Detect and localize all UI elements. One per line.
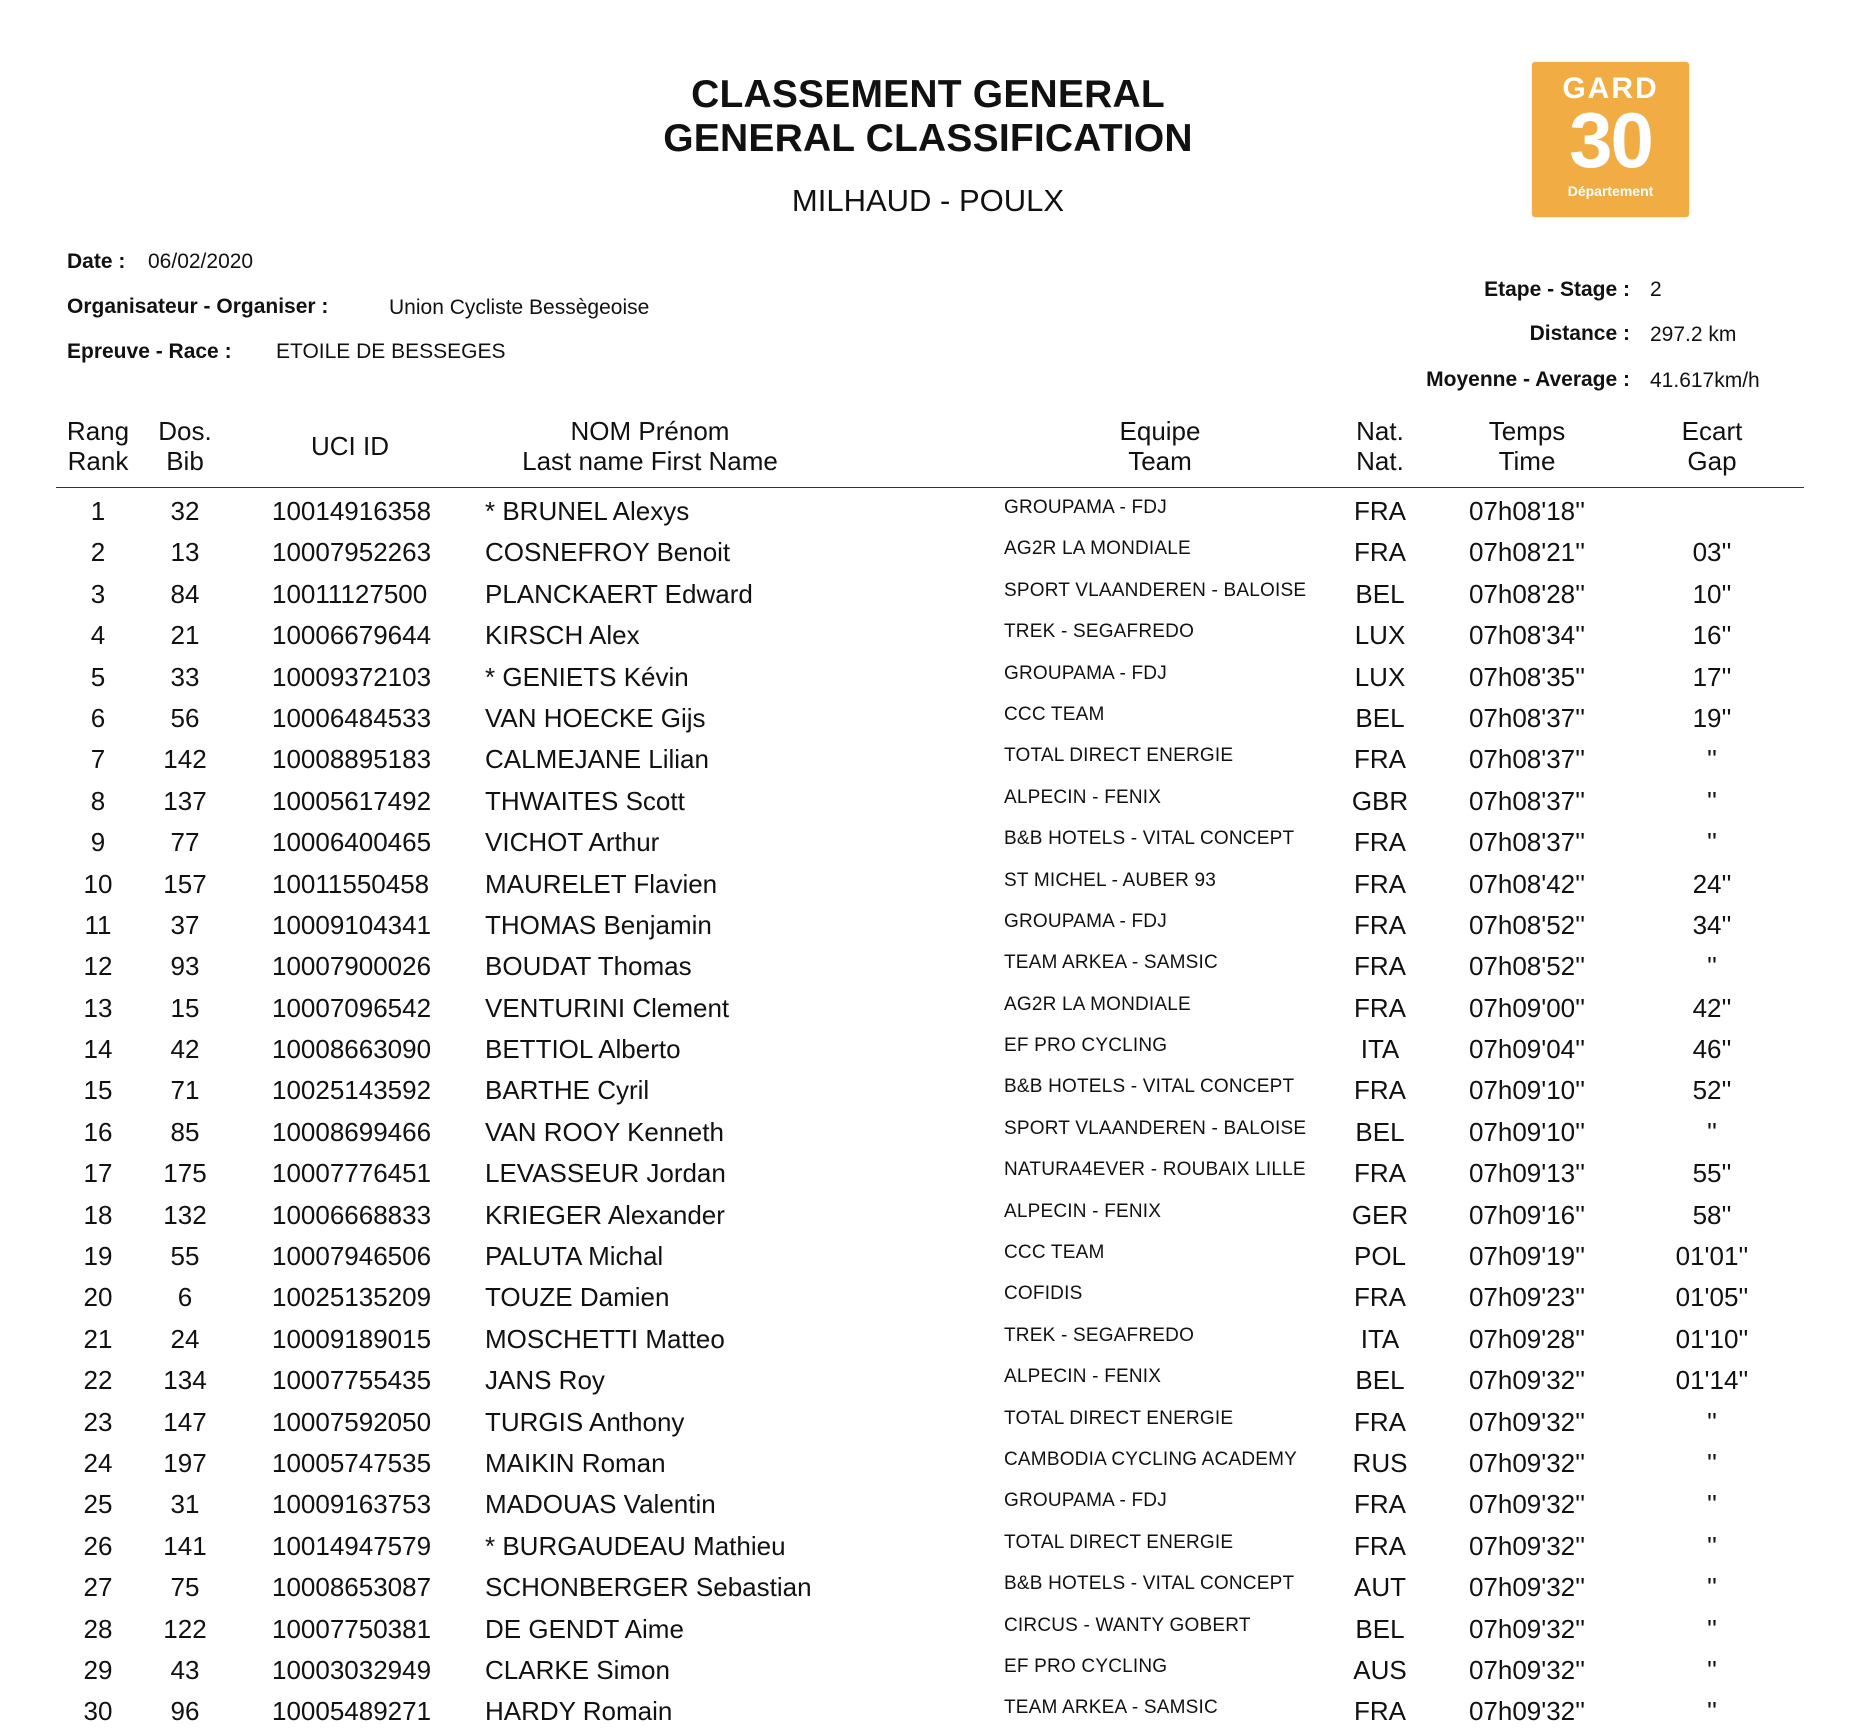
nationality-cell: LUX: [1354, 620, 1406, 651]
nationality-cell: AUS: [1353, 1654, 1407, 1685]
rank-cell: 14: [83, 1034, 113, 1065]
time-cell: 07h08'35'': [1468, 661, 1586, 692]
nationality-cell: FRA: [1354, 992, 1406, 1023]
time-cell: 07h08'37'': [1468, 827, 1586, 858]
team-cell: B&B HOTELS - VITAL CONCEPT: [1004, 1573, 1295, 1595]
rank-cell: 19: [83, 1241, 113, 1272]
rank-cell: 4: [90, 620, 106, 651]
table-row: [0, 491, 1856, 532]
rider-name-cell: THOMAS Benjamin: [485, 909, 712, 940]
time-cell: 07h09'28'': [1468, 1323, 1586, 1354]
gap-cell: 34'': [1692, 909, 1732, 940]
rank-cell: 21: [83, 1323, 113, 1354]
bib-cell: 32: [170, 496, 200, 526]
gap-cell: 01'05'': [1675, 1282, 1749, 1313]
rider-name-cell: CALMEJANE Lilian: [485, 744, 709, 775]
gap-cell: 16'': [1692, 620, 1732, 651]
team-cell: B&B HOTELS - VITAL CONCEPT: [1004, 828, 1295, 850]
gap-cell: '': [1707, 1613, 1717, 1644]
bib-cell: 157: [163, 868, 207, 899]
bib-cell: 175: [163, 1158, 207, 1189]
team-cell: GROUPAMA - FDJ: [1004, 1490, 1167, 1512]
rider-name-cell: * BRUNEL Alexys: [485, 496, 690, 526]
bib-cell: 77: [170, 827, 200, 858]
gap-cell: '': [1707, 1406, 1717, 1437]
time-cell: 07h08'28'': [1468, 578, 1586, 609]
nationality-cell: FRA: [1354, 744, 1406, 775]
nationality-cell: BEL: [1355, 702, 1405, 733]
gap-cell: '': [1707, 827, 1717, 858]
table-row: [0, 1319, 1856, 1360]
rider-name-cell: SCHONBERGER Sebastian: [485, 1572, 812, 1603]
gap-cell: 42'': [1692, 992, 1732, 1023]
header-divider: [56, 487, 1804, 488]
rank-cell: 1: [90, 496, 106, 526]
uci-id-cell: 10008653087: [272, 1572, 432, 1603]
nationality-cell: LUX: [1354, 661, 1406, 692]
nationality-cell: FRA: [1354, 1282, 1406, 1313]
rank-cell: 13: [83, 992, 113, 1023]
gap-cell: 58'': [1692, 1199, 1732, 1230]
team-cell: AG2R LA MONDIALE: [1004, 993, 1191, 1015]
time-cell: 07h09'32'': [1468, 1654, 1586, 1685]
date-label: Date :: [67, 250, 126, 273]
logo-line-3: Département: [1567, 183, 1654, 199]
uci-id-cell: 10005747535: [272, 1447, 432, 1478]
rank-cell: 29: [83, 1654, 113, 1685]
stage-label: Etape - Stage :: [1484, 278, 1630, 301]
nationality-cell: FRA: [1354, 537, 1406, 568]
organiser-label: Organisateur - Organiser :: [67, 295, 329, 318]
time-cell: 07h08'34'': [1468, 620, 1586, 651]
rider-name-cell: KIRSCH Alex: [485, 620, 640, 651]
nationality-cell: FRA: [1354, 909, 1406, 940]
nationality-cell: GER: [1351, 1199, 1409, 1230]
title-english: GENERAL CLASSIFICATION: [663, 117, 1193, 160]
bib-cell: 141: [163, 1530, 207, 1561]
bib-cell: 31: [170, 1489, 200, 1520]
gap-cell: '': [1707, 1530, 1717, 1561]
time-cell: 07h09'23'': [1468, 1282, 1586, 1313]
rider-name-cell: LEVASSEUR Jordan: [485, 1158, 726, 1189]
bib-cell: 71: [170, 1075, 200, 1106]
team-cell: CCC TEAM: [1004, 1242, 1105, 1264]
uci-id-cell: 10007592050: [272, 1406, 432, 1437]
classification-table: [0, 491, 1856, 1733]
team-cell: TREK - SEGAFREDO: [1004, 1324, 1195, 1346]
time-cell: 07h08'37'': [1468, 702, 1586, 733]
nationality-cell: GBR: [1351, 785, 1409, 816]
nationality-cell: FRA: [1354, 1489, 1406, 1520]
rank-cell: 18: [83, 1199, 113, 1230]
bib-cell: 55: [170, 1241, 200, 1272]
rider-name-cell: PLANCKAERT Edward: [485, 578, 753, 609]
gap-cell: 03'': [1692, 537, 1732, 568]
team-cell: TEAM ARKEA - SAMSIC: [1004, 1697, 1218, 1719]
bib-cell: 21: [170, 620, 200, 651]
rank-cell: 8: [90, 785, 106, 816]
bib-cell: 84: [170, 578, 200, 609]
rank-cell: 22: [83, 1365, 113, 1396]
team-cell: ALPECIN - FENIX: [1004, 1200, 1162, 1222]
table-row: [0, 1402, 1856, 1443]
rider-name-cell: DE GENDT Aime: [485, 1613, 684, 1644]
nationality-cell: ITA: [1360, 1034, 1400, 1065]
uci-id-cell: 10008895183: [272, 744, 432, 775]
rider-name-cell: BOUDAT Thomas: [485, 951, 692, 982]
team-cell: TREK - SEGAFREDO: [1004, 621, 1195, 643]
organiser-value: Union Cycliste Bessègeoise: [389, 296, 650, 319]
time-cell: 07h09'32'': [1468, 1696, 1586, 1727]
team-cell: COFIDIS: [1004, 1283, 1083, 1305]
bib-cell: 96: [170, 1696, 200, 1727]
bib-cell: 42: [170, 1034, 200, 1065]
table-row: [0, 1112, 1856, 1153]
time-cell: 07h08'42'': [1468, 868, 1586, 899]
table-row: [0, 532, 1856, 573]
nationality-cell: POL: [1353, 1241, 1407, 1272]
rank-cell: 2: [90, 537, 106, 568]
rider-name-cell: TURGIS Anthony: [485, 1406, 685, 1437]
rank-cell: 17: [83, 1158, 113, 1189]
table-row: [0, 781, 1856, 822]
time-cell: 07h09'10'': [1468, 1116, 1586, 1147]
header-gap: Ecart Gap: [1681, 416, 1743, 476]
bib-cell: 137: [163, 785, 207, 816]
table-row: [0, 1526, 1856, 1567]
header-team: Equipe Team: [1119, 416, 1201, 476]
gap-cell: 19'': [1692, 702, 1732, 733]
time-cell: 07h09'32'': [1468, 1530, 1586, 1561]
nationality-cell: ITA: [1360, 1323, 1400, 1354]
nationality-cell: RUS: [1352, 1447, 1408, 1478]
uci-id-cell: 10025143592: [272, 1075, 432, 1106]
rank-cell: 27: [83, 1572, 113, 1603]
average-label: Moyenne - Average :: [1426, 368, 1630, 391]
distance-value: 297.2 km: [1650, 323, 1737, 346]
nationality-cell: FRA: [1354, 1696, 1406, 1727]
team-cell: ST MICHEL - AUBER 93: [1004, 869, 1217, 891]
rank-cell: 20: [83, 1282, 113, 1313]
rider-name-cell: PALUTA Michal: [485, 1241, 664, 1272]
uci-id-cell: 10006679644: [272, 620, 432, 651]
team-cell: TEAM ARKEA - SAMSIC: [1004, 952, 1218, 974]
table-row: [0, 739, 1856, 780]
nationality-cell: FRA: [1354, 951, 1406, 982]
bib-cell: 6: [177, 1282, 193, 1313]
time-cell: 07h09'32'': [1468, 1365, 1586, 1396]
average-value: 41.617km/h: [1650, 369, 1760, 392]
table-row: [0, 1484, 1856, 1525]
header-uci-id: UCI ID: [311, 431, 389, 461]
time-cell: 07h09'32'': [1468, 1406, 1586, 1437]
rank-cell: 9: [90, 827, 106, 858]
bib-cell: 24: [170, 1323, 200, 1354]
table-row: [0, 1070, 1856, 1111]
time-cell: 07h09'16'': [1468, 1199, 1586, 1230]
header-nationality: Nat. Nat.: [1356, 416, 1404, 476]
date-value: 06/02/2020: [148, 250, 254, 273]
uci-id-cell: 10007755435: [272, 1365, 432, 1396]
header-name: NOM Prénom Last name First Name: [522, 416, 778, 476]
rank-cell: 11: [84, 909, 112, 940]
bib-cell: 56: [170, 702, 200, 733]
uci-id-cell: 10006400465: [272, 827, 432, 858]
time-cell: 07h09'04'': [1468, 1034, 1586, 1065]
rider-name-cell: MADOUAS Valentin: [485, 1489, 716, 1520]
rider-name-cell: VAN ROOY Kenneth: [485, 1116, 724, 1147]
table-row: [0, 574, 1856, 615]
rider-name-cell: VICHOT Arthur: [485, 827, 660, 858]
team-cell: ALPECIN - FENIX: [1004, 786, 1162, 808]
header-rank: Rang Rank: [66, 416, 130, 476]
uci-id-cell: 10007750381: [272, 1613, 432, 1644]
table-row: [0, 905, 1856, 946]
rank-cell: 15: [83, 1075, 113, 1106]
uci-id-cell: 10007096542: [272, 992, 432, 1023]
gap-cell: 52'': [1692, 1075, 1732, 1106]
team-cell: EF PRO CYCLING: [1004, 1655, 1168, 1677]
uci-id-cell: 10009372103: [272, 661, 432, 692]
gap-cell: '': [1707, 1116, 1717, 1147]
team-cell: ALPECIN - FENIX: [1004, 1366, 1162, 1388]
nationality-cell: FRA: [1354, 496, 1406, 526]
time-cell: 07h09'19'': [1468, 1241, 1586, 1272]
time-cell: 07h09'13'': [1468, 1158, 1586, 1189]
uci-id-cell: 10009104341: [272, 909, 432, 940]
uci-id-cell: 10008699466: [272, 1116, 432, 1147]
table-row: [0, 1360, 1856, 1401]
bib-cell: 134: [163, 1365, 207, 1396]
team-cell: CAMBODIA CYCLING ACADEMY: [1004, 1448, 1298, 1470]
rider-name-cell: COSNEFROY Benoit: [485, 537, 731, 568]
gap-cell: 10'': [1692, 578, 1732, 609]
bib-cell: 85: [170, 1116, 200, 1147]
bib-cell: 197: [163, 1447, 207, 1478]
gap-cell: '': [1707, 785, 1717, 816]
bib-cell: 15: [170, 992, 200, 1023]
table-row: [0, 1609, 1856, 1650]
table-row: [0, 1567, 1856, 1608]
rider-name-cell: JANS Roy: [485, 1365, 605, 1396]
distance-label: Distance :: [1529, 322, 1630, 345]
team-cell: TOTAL DIRECT ENERGIE: [1004, 1531, 1234, 1553]
gap-cell: 01'10'': [1675, 1323, 1749, 1354]
gap-cell: 01'14'': [1675, 1365, 1749, 1396]
rider-name-cell: TOUZE Damien: [485, 1282, 670, 1313]
header-time: Temps Time: [1488, 416, 1566, 476]
nationality-cell: FRA: [1354, 1075, 1406, 1106]
gap-cell: 24'': [1692, 868, 1732, 899]
race-label: Epreuve - Race :: [67, 340, 232, 363]
rank-cell: 6: [90, 702, 106, 733]
time-cell: 07h08'18'': [1468, 496, 1586, 526]
team-cell: B&B HOTELS - VITAL CONCEPT: [1004, 1076, 1295, 1098]
table-row: [0, 864, 1856, 905]
uci-id-cell: 10009189015: [272, 1323, 432, 1354]
rank-cell: 5: [90, 661, 106, 692]
table-row: [0, 615, 1856, 656]
nationality-cell: FRA: [1354, 1530, 1406, 1561]
team-cell: NATURA4EVER - ROUBAIX LILLE: [1004, 1159, 1306, 1181]
bib-cell: 13: [170, 537, 200, 568]
gard-department-logo: [1532, 62, 1689, 217]
rank-cell: 23: [83, 1406, 113, 1437]
uci-id-cell: 10006668833: [272, 1199, 432, 1230]
nationality-cell: FRA: [1354, 1158, 1406, 1189]
rider-name-cell: HARDY Romain: [485, 1696, 673, 1727]
gap-cell: 17'': [1692, 661, 1732, 692]
uci-id-cell: 10007946506: [272, 1241, 432, 1272]
rider-name-cell: MAURELET Flavien: [485, 868, 718, 899]
bib-cell: 142: [163, 744, 207, 775]
gap-cell: '': [1707, 1654, 1717, 1685]
nationality-cell: AUT: [1354, 1572, 1406, 1603]
uci-id-cell: 10005489271: [272, 1696, 432, 1727]
time-cell: 07h08'37'': [1468, 785, 1586, 816]
team-cell: CIRCUS - WANTY GOBERT: [1004, 1614, 1251, 1636]
time-cell: 07h09'32'': [1468, 1489, 1586, 1520]
uci-id-cell: 10006484533: [272, 702, 432, 733]
table-row: [0, 1443, 1856, 1484]
table-row: [0, 822, 1856, 863]
rank-cell: 16: [83, 1116, 113, 1147]
team-cell: GROUPAMA - FDJ: [1004, 662, 1167, 684]
table-row: [0, 1236, 1856, 1277]
time-cell: 07h09'32'': [1468, 1572, 1586, 1603]
title-french: CLASSEMENT GENERAL: [691, 73, 1165, 116]
uci-id-cell: 10005617492: [272, 785, 432, 816]
time-cell: 07h09'00'': [1468, 992, 1586, 1023]
table-row: [0, 1691, 1856, 1732]
rank-cell: 10: [83, 868, 113, 899]
nationality-cell: BEL: [1355, 1613, 1405, 1644]
gap-cell: '': [1707, 1572, 1717, 1603]
table-row: [0, 1195, 1856, 1236]
gap-cell: '': [1707, 1447, 1717, 1478]
rank-cell: 30: [83, 1696, 113, 1727]
gap-cell: 01'01'': [1675, 1241, 1749, 1272]
stage-value: 2: [1650, 278, 1662, 301]
rider-name-cell: * GENIETS Kévin: [485, 661, 689, 692]
gap-cell: '': [1707, 744, 1717, 775]
bib-cell: 75: [170, 1572, 200, 1603]
bib-cell: 33: [170, 661, 200, 692]
gap-cell: '': [1707, 951, 1717, 982]
table-row: [0, 988, 1856, 1029]
table-row: [0, 1277, 1856, 1318]
header-bib: Dos. Bib: [158, 416, 212, 476]
time-cell: 07h08'52'': [1468, 951, 1586, 982]
gap-cell: '': [1707, 1489, 1717, 1520]
bib-cell: 37: [170, 909, 200, 940]
team-cell: CCC TEAM: [1004, 703, 1105, 725]
rank-cell: 26: [83, 1530, 113, 1561]
nationality-cell: BEL: [1355, 578, 1405, 609]
rider-name-cell: BETTIOL Alberto: [485, 1034, 681, 1065]
uci-id-cell: 10008663090: [272, 1034, 432, 1065]
rider-name-cell: KRIEGER Alexander: [485, 1199, 725, 1230]
bib-cell: 93: [170, 951, 200, 982]
rider-name-cell: CLARKE Simon: [485, 1654, 670, 1685]
logo-line-2: 30: [1569, 96, 1652, 184]
bib-cell: 132: [163, 1199, 207, 1230]
rank-cell: 24: [83, 1447, 113, 1478]
time-cell: 07h09'10'': [1468, 1075, 1586, 1106]
nationality-cell: FRA: [1354, 868, 1406, 899]
nationality-cell: FRA: [1354, 827, 1406, 858]
bib-cell: 43: [170, 1654, 200, 1685]
rank-cell: 28: [83, 1613, 113, 1644]
rank-cell: 3: [90, 578, 106, 609]
rider-name-cell: MAIKIN Roman: [485, 1447, 666, 1478]
uci-id-cell: 10009163753: [272, 1489, 432, 1520]
team-cell: AG2R LA MONDIALE: [1004, 538, 1191, 560]
time-cell: 07h08'52'': [1468, 909, 1586, 940]
rider-name-cell: VENTURINI Clement: [485, 992, 730, 1023]
uci-id-cell: 10011127500: [272, 578, 428, 609]
uci-id-cell: 10007776451: [272, 1158, 432, 1189]
gap-cell: '': [1707, 1696, 1717, 1727]
time-cell: 07h09'32'': [1468, 1613, 1586, 1644]
rider-name-cell: * BURGAUDEAU Mathieu: [485, 1530, 786, 1561]
uci-id-cell: 10011550458: [272, 868, 430, 899]
team-cell: GROUPAMA - FDJ: [1004, 910, 1167, 932]
team-cell: TOTAL DIRECT ENERGIE: [1004, 1407, 1234, 1429]
gap-cell: 46'': [1692, 1034, 1732, 1065]
rank-cell: 12: [83, 951, 113, 982]
table-row: [0, 1153, 1856, 1194]
nationality-cell: BEL: [1355, 1116, 1405, 1147]
table-row: [0, 657, 1856, 698]
rider-name-cell: BARTHE Cyril: [485, 1075, 650, 1106]
gap-cell: 55'': [1692, 1158, 1732, 1189]
team-cell: GROUPAMA - FDJ: [1004, 497, 1167, 518]
uci-id-cell: 10014947579: [272, 1530, 432, 1561]
team-cell: SPORT VLAANDEREN - BALOISE: [1004, 1117, 1307, 1139]
uci-id-cell: 10025135209: [272, 1282, 432, 1313]
rank-cell: 7: [90, 744, 106, 775]
nationality-cell: FRA: [1354, 1406, 1406, 1437]
logo-line-1: GARD: [1562, 72, 1659, 105]
team-cell: TOTAL DIRECT ENERGIE: [1004, 745, 1234, 767]
team-cell: SPORT VLAANDEREN - BALOISE: [1004, 579, 1307, 601]
race-value: ETOILE DE BESSEGES: [276, 340, 506, 363]
uci-id-cell: 10007952263: [272, 537, 432, 568]
rider-name-cell: VAN HOECKE Gijs: [485, 702, 706, 733]
time-cell: 07h08'37'': [1468, 744, 1586, 775]
rider-name-cell: MOSCHETTI Matteo: [485, 1323, 725, 1354]
uci-id-cell: 10003032949: [272, 1654, 432, 1685]
rank-cell: 25: [83, 1489, 113, 1520]
uci-id-cell: 10007900026: [272, 951, 432, 982]
nationality-cell: BEL: [1355, 1365, 1405, 1396]
table-row: [0, 946, 1856, 987]
uci-id-cell: 10014916358: [272, 496, 432, 526]
time-cell: 07h09'32'': [1468, 1447, 1586, 1478]
table-row: [0, 698, 1856, 739]
table-row: [0, 1650, 1856, 1691]
team-cell: EF PRO CYCLING: [1004, 1035, 1168, 1057]
table-row: [0, 1029, 1856, 1070]
stage-route: MILHAUD - POULX: [791, 183, 1065, 218]
time-cell: 07h08'21'': [1468, 537, 1586, 568]
bib-cell: 122: [163, 1613, 207, 1644]
bib-cell: 147: [163, 1406, 207, 1437]
rider-name-cell: THWAITES Scott: [485, 785, 685, 816]
